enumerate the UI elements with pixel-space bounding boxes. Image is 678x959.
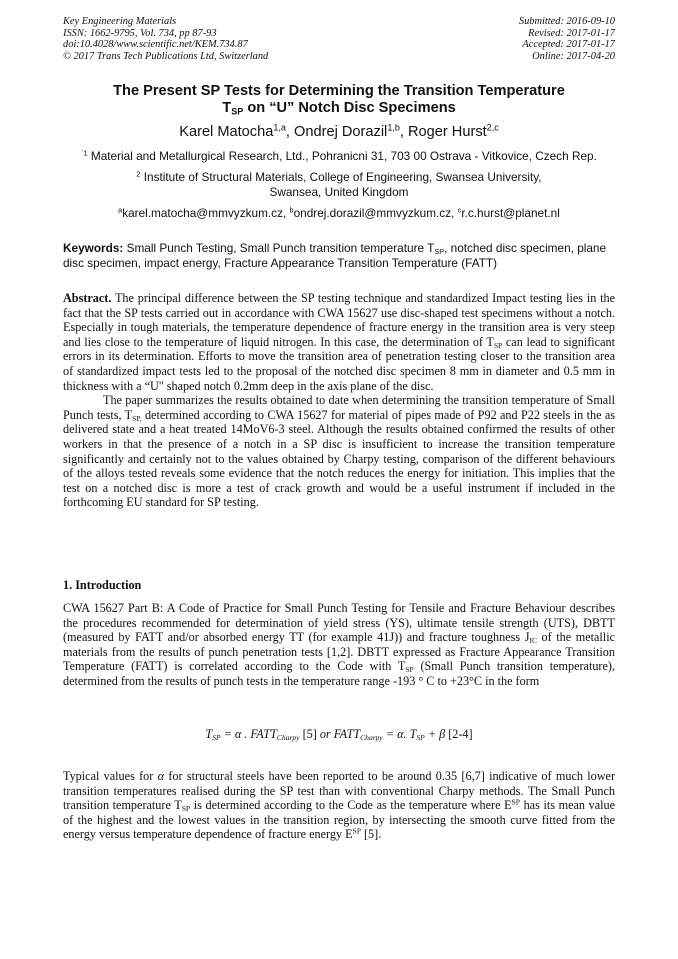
title-line-2 [40,100,638,117]
journal-header-right [519,16,615,62]
abstract-p2-text-2: determined according to CWA 15627 for material of pipes made of P92 and P22 steels in the as delivered state and a heat treated 14MoV6-3 steel. Although the results obtained confirmed the results of other workers in that the presence of a notch in a SP disc is insufficient to increase the transition temperature significantly and certainly not to the values obtained by Charpy testing, comparison of the different behaviours of the alloys tested reveals some evidence that the notch reduces the energy for initiation. This implies that the test on a notched disc is more a test of crack growth and would be a useful instrument if included in the forthcoming EU standard for SP testing. [63,407,615,510]
author-sep: , [285,124,295,140]
abstract-text: The principal difference between the SP testing technique and standardized Impact testing lies in the fact that the SP tests carried out in accordance with CWA 15627 use disc-shaped test specimens without a notch. Especially in tough materials, the temperature dependence of fracture energy in the transition area is very steep and lies close to the temperature of liquid nitrogen. In this case, the determination of T [63,291,615,349]
title-sub: SP [231,106,244,117]
affiliation-2 [40,170,638,200]
email-mark-c: c [457,205,462,215]
copyright-line: © 2017 Trans Tech Publications Ltd, Switzerland [63,50,269,62]
accepted-date: Accepted: 2017-01-17 [522,39,615,51]
email-mark-b: b [289,205,294,215]
keywords-text-2: , notched disc specimen, plane disc specimen, impact energy, Fracture Appearance Transition Temperature (FATT) [63,241,607,271]
intro-text-3: (Small Punch transition temperature), determined from the results of punch tests in the temperature range -193 ° C to +23°C in the form [63,659,615,688]
author-2-sup: 1,b [387,122,400,133]
keywords [63,241,615,271]
aff1-text: Material and Metallurgical Research, Ltd., Pohranicni 31, 703 00 Ostrava - Vitkovice, Czech Rep. [87,149,597,163]
eq-ref: [2-4] [445,727,473,741]
email-line [40,206,638,221]
aff2-line-2: Swansea, United Kingdom [269,185,409,199]
eq-sub: Charpy [276,732,300,742]
title-t: T [222,100,232,116]
author-1: Karel Matocha [179,124,274,140]
email-c[interactable]: r.c.hurst@planet.nl [461,206,560,220]
aff2-line-1 [40,170,638,185]
eq-sub: SP [416,732,425,742]
abstract [63,291,615,510]
intro-p2-text: Typical values for [63,769,158,783]
paper-title [40,83,638,117]
keywords-text: Small Punch Testing, Small Punch transition temperature T [123,241,435,255]
email-b[interactable]: ondrej.dorazil@mmvyzkum.cz, [293,206,458,220]
intro-p2-text-5: [5]. [360,827,382,842]
title-line-1: The Present SP Tests for Determining the Transition Temperature [113,83,565,99]
eq-part: or FATT [319,727,361,741]
submitted-date: Submitted: 2016-09-10 [518,16,615,27]
aff2-text: Institute of Structural Materials, College of Engineering, Swansea University, [140,170,542,184]
journal-name: Key Engineering Materials [63,16,177,27]
doi-line: doi:10.4028/www.scientific.net/KEM.734.87 [63,39,248,51]
alpha-symbol: α [157,769,165,783]
abstract-label: Abstract. [63,291,112,305]
eq-sub: SP [212,732,221,742]
intro-sub-2: SP [405,665,414,675]
journal-header-left [63,16,268,62]
eq-part: = α . FATT [220,727,277,741]
abstract-paragraph-1 [63,291,615,393]
intro-p2-text-4: has its mean value of the highest and the lowest values in the transition region, by intersecting the smooth curve fitted from the energy versus temperature dependence of fracture energy E [63,798,615,842]
affiliation-1 [40,149,638,164]
author-list [40,124,638,141]
eq-part: = α. T [382,727,417,741]
email-a[interactable]: karel.matocha@mmvyzkum.cz, [122,206,290,220]
intro-sub: IC [529,636,537,646]
eq-t: T [205,727,213,741]
intro-p2-sup: SP [511,797,520,807]
keywords-sub: SP [434,246,445,256]
aff1-mark: `1 [81,148,88,158]
intro-text-2: of the metallic materials from the results of punch penetration tests [1,2]. DBTT expressed as Fracture Appearance Transition Temperature (FATT) is correlated according to the Code with T [63,630,615,674]
section-heading-introduction: 1. Introduction [63,578,142,592]
online-date: Online: 2017-04-20 [532,50,615,62]
eq-part: + β [424,727,446,741]
intro-paragraph-2 [63,769,615,842]
keywords-label: Keywords: [63,241,124,255]
author-3: Roger Hurst [408,124,487,140]
equation [63,727,615,742]
intro-p2-sub: SP [181,804,191,814]
intro-p2-text-2: for structural steels have been reported to be around 0.35 [6,7] indicative of much lower transition temperatures realised during the SP test than with conventional Charpy methods. The Small Punch transition temperature T [63,769,616,813]
intro-text: CWA 15627 Part B: A Code of Practice for Small Punch Testing for Tensile and Fracture Behaviour describes the procedures recommended for determination of yield stress (YS), ultimate tensile strength (UTS), DBTT (measured by FATT and/or absorbed energy TT (for example 41J)) and fracture toughness J [63,601,615,645]
intro-p2-sup-2: SP [352,826,361,836]
issn-line: ISSN: 1662-9795, Vol. 734, pp 87-93 [63,27,217,39]
abstract-text-2: can lead to significant errors in its determination. Efforts to move the transition area of penetration testing closer to the transition area of standardized impact tests led to the proposal of the notched disc specimen 8 mm in diameter and 0.5 mm in thickness with a “U" shaped notch 0.2mm deep in the axis plane of the disc. [63,334,615,393]
abstract-paragraph-2 [63,393,615,510]
intro-p2-text-3: is determined according to the Code as the temperature where E [190,798,512,813]
revised-date: Revised: 2017-01-17 [528,27,615,39]
intro-paragraph-1 [63,601,615,689]
aff2-mark: 2 [136,169,141,179]
email-mark-a: a [118,205,123,215]
abstract-p2-text: The paper summarizes the results obtained to date when determining the transition temperature of Small Punch tests, T [63,393,615,422]
eq-sub: Charpy [360,732,383,742]
author-sep: , [399,124,408,140]
abstract-p2-sub: SP, [132,413,142,423]
title-rest: on “U” Notch Disc Specimens [243,100,456,116]
abstract-sub: SP [493,340,503,350]
author-1-sup: 1,a [273,122,286,133]
author-3-sup: 2,c [486,122,499,133]
author-2: Ondrej Dorazil [294,124,388,140]
eq-ref: [5] [299,727,320,741]
